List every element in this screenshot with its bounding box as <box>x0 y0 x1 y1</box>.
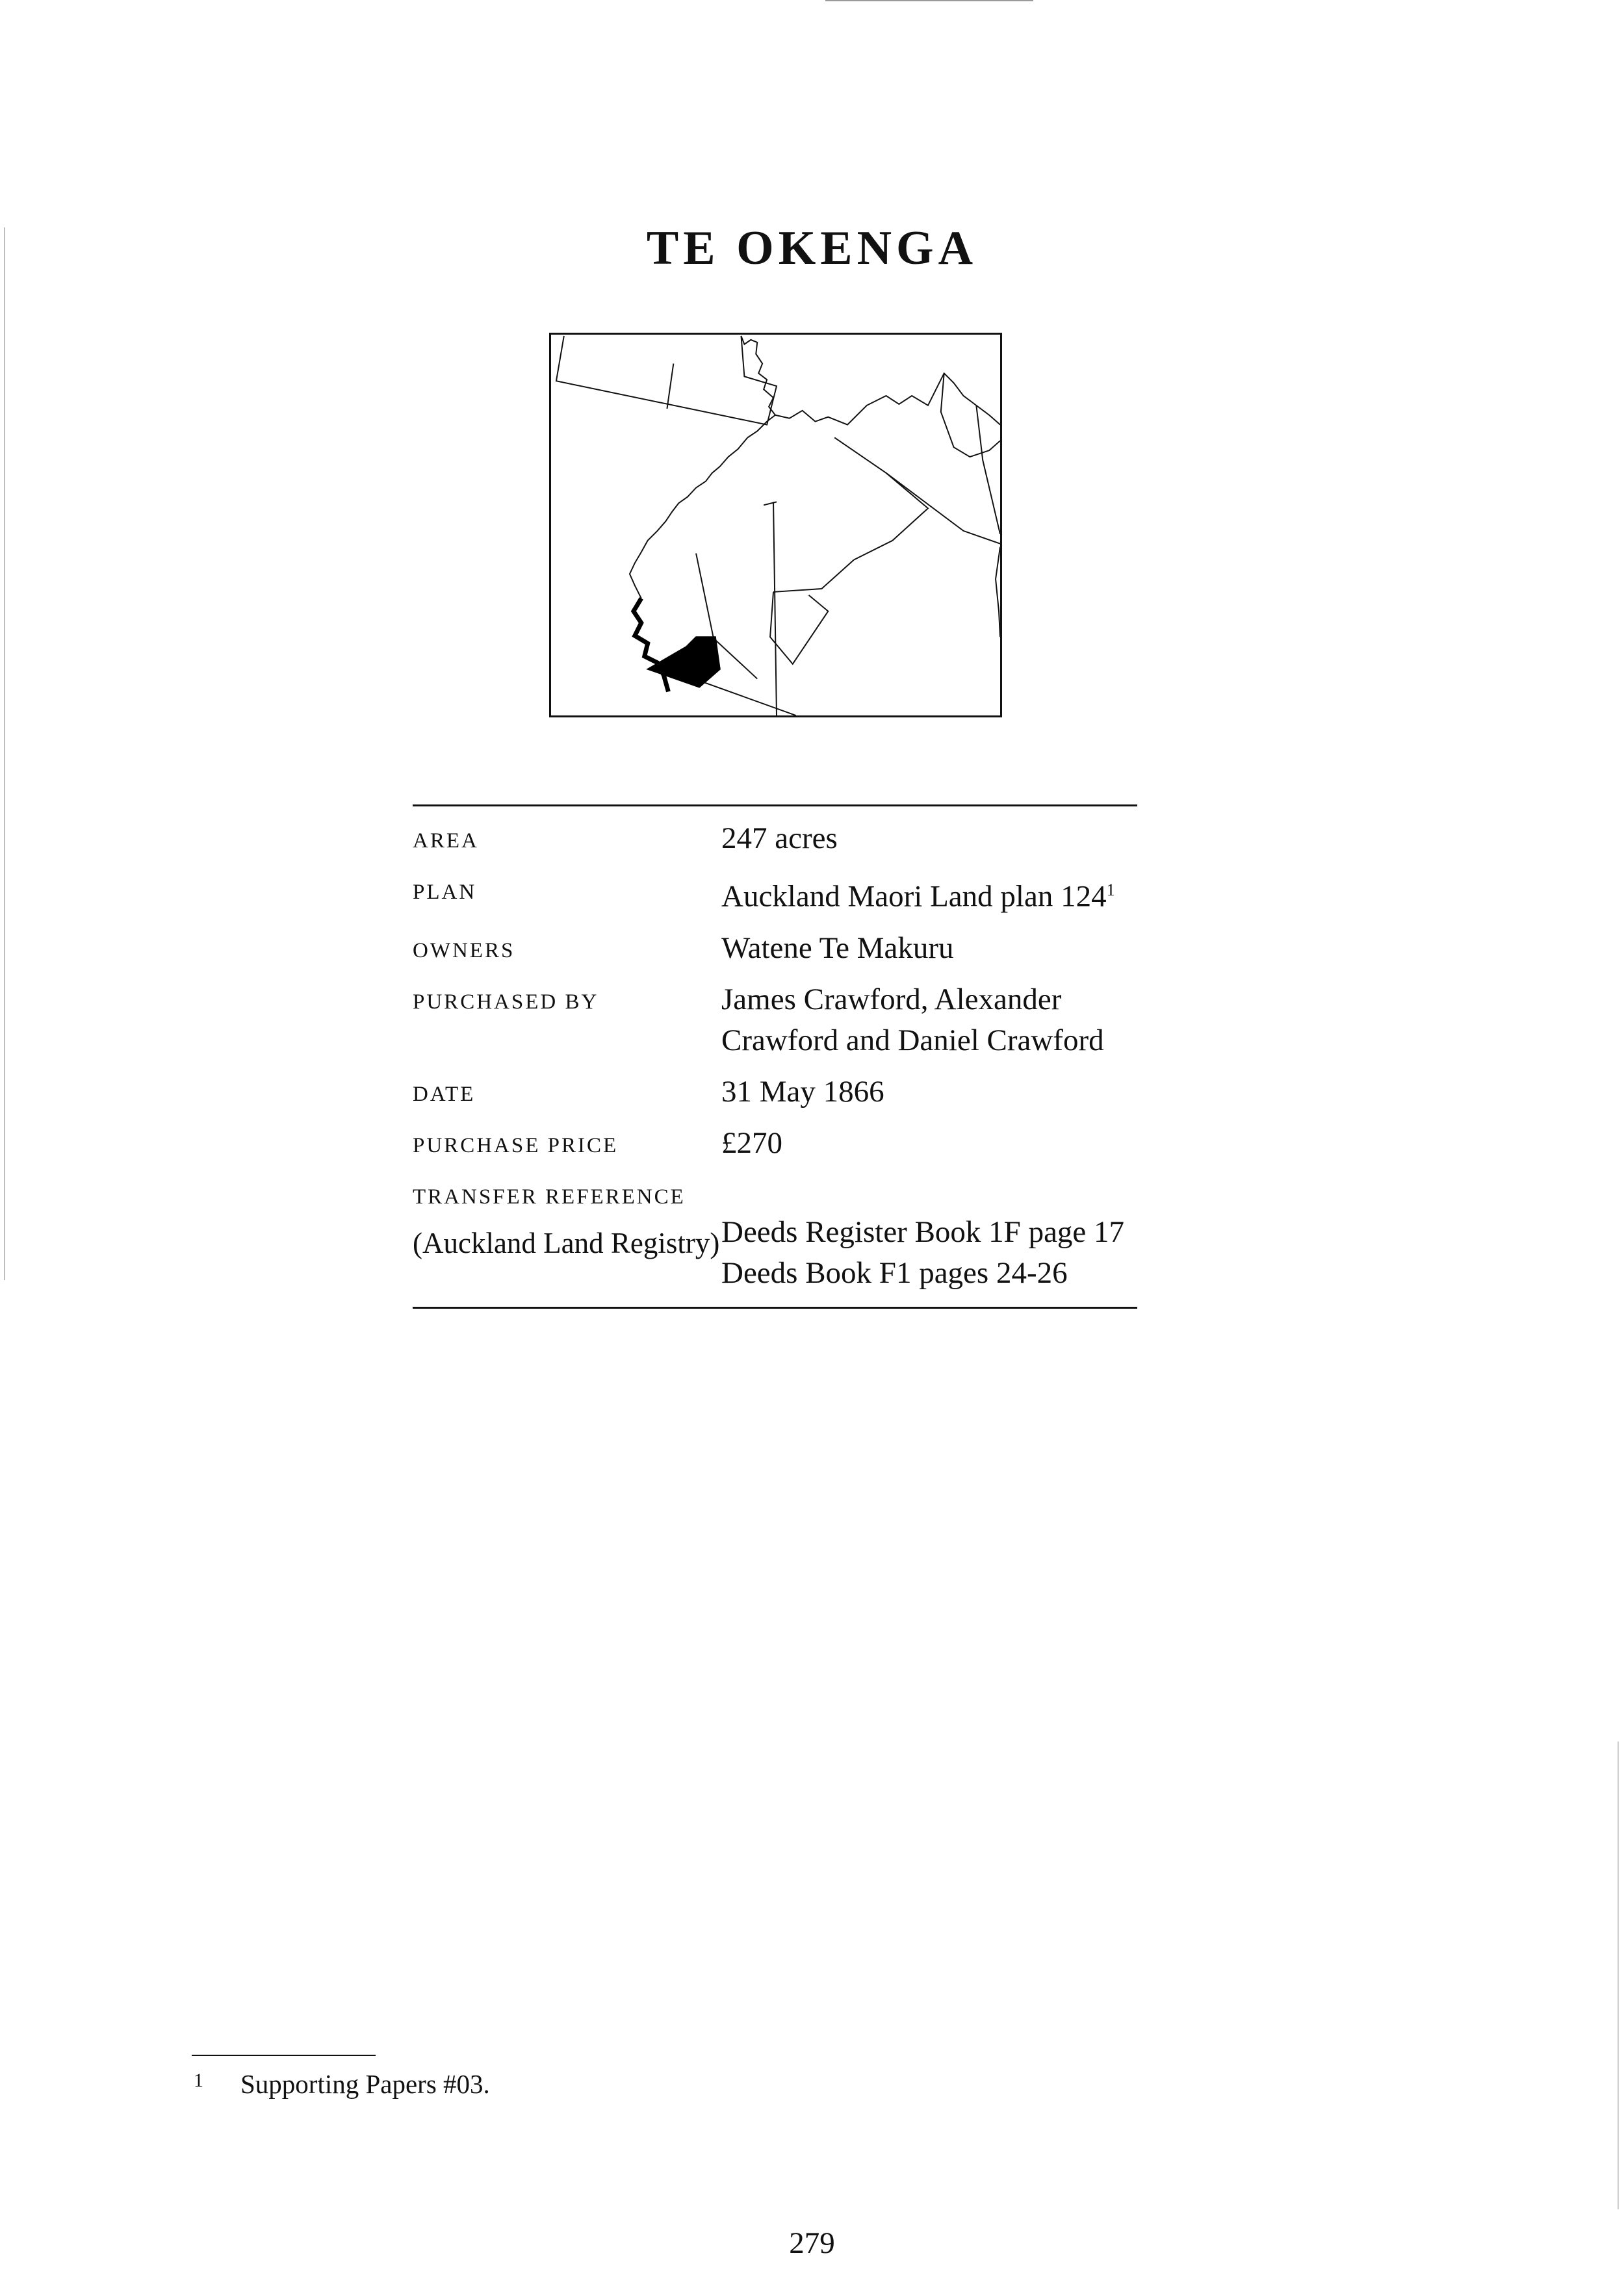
footnote-text: Supporting Papers #03. <box>240 2069 490 2099</box>
page-edge <box>4 227 5 1280</box>
detail-row-owners <box>413 928 1137 969</box>
detail-value <box>721 1174 1137 1294</box>
detail-row-transfer-reference <box>413 1174 1137 1294</box>
detail-row-purchase-price <box>413 1123 1137 1164</box>
value-line: James Crawford, Alexander <box>721 982 1062 1016</box>
locality-map <box>549 333 1002 717</box>
detail-label: AREA <box>413 829 479 853</box>
value-line: Deeds Register Book 1F page 17 <box>721 1215 1125 1249</box>
detail-value: £270 <box>721 1125 782 1160</box>
detail-label: PURCHASED BY <box>413 990 599 1014</box>
detail-label: PLAN <box>413 880 477 904</box>
label-main: TRANSFER REFERENCE <box>413 1185 686 1209</box>
detail-value: Watene Te Makuru <box>721 931 954 965</box>
detail-value: 247 acres <box>721 821 838 855</box>
detail-value-wrap <box>721 869 1137 918</box>
detail-label <box>413 1174 721 1294</box>
detail-row-plan <box>413 869 1137 918</box>
detail-label: PURCHASE PRICE <box>413 1133 619 1157</box>
detail-row-date <box>413 1072 1137 1112</box>
value-line: Crawford and Daniel Crawford <box>721 1023 1104 1057</box>
details-table <box>413 804 1137 1309</box>
detail-value: 31 May 1866 <box>721 1074 884 1109</box>
map-drawing <box>551 335 1000 715</box>
detail-label: DATE <box>413 1082 476 1106</box>
detail-label: OWNERS <box>413 938 515 962</box>
footnote-rule <box>192 2055 376 2056</box>
label-sub: (Auckland Land Registry) <box>413 1226 720 1259</box>
top-edge-rule <box>825 0 1033 1</box>
detail-value: Auckland Maori Land plan 124 <box>721 879 1107 914</box>
footnote-ref: 1 <box>1106 880 1115 899</box>
detail-row-purchased-by <box>413 979 1137 1061</box>
value-line: Deeds Book F1 pages 24-26 <box>721 1255 1068 1290</box>
page-number: 279 <box>789 2226 835 2260</box>
detail-row-area <box>413 818 1137 859</box>
detail-value <box>721 979 1137 1061</box>
page-edge-right <box>1618 1742 1619 2209</box>
footnote-number: 1 <box>194 2070 203 2091</box>
page-title: TE OKENGA <box>646 222 978 275</box>
footnote <box>194 2068 490 2100</box>
